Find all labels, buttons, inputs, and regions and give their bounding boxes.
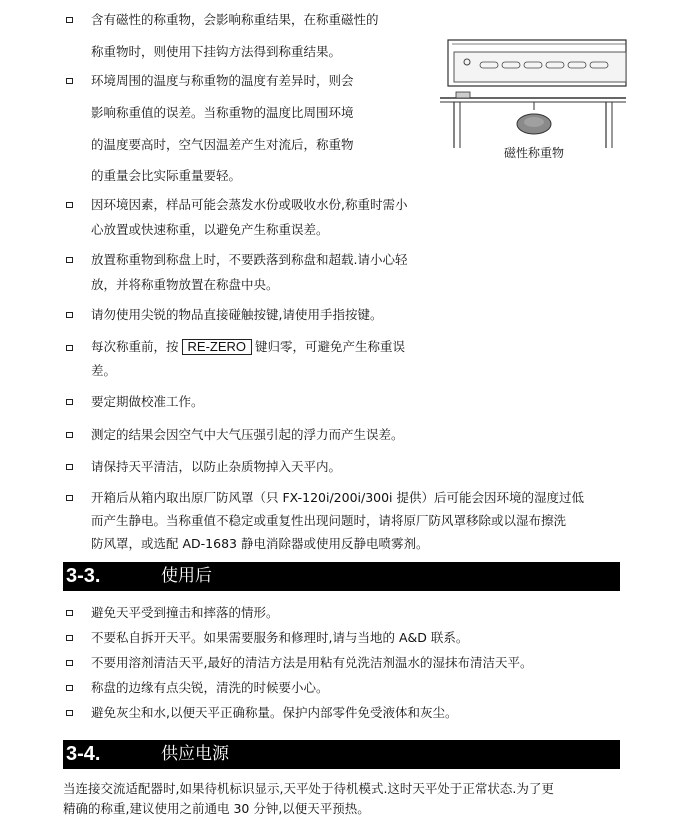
list-item: 不要用溶剂清洁天平,最好的清洁方法是用粘有兑洗洁剂温水的湿抹布清洁天平。 (91, 655, 533, 670)
figure-caption: 磁性称重物 (504, 146, 565, 160)
bullet-square (66, 257, 73, 263)
list-line (91, 339, 405, 355)
list-line: 因环境因素，样品可能会蒸发水份或吸收水份,称重时需小 (91, 197, 408, 212)
bullet-square (66, 660, 73, 666)
section-header-3-3 (63, 562, 620, 591)
bullet-square (66, 399, 73, 405)
section-number: 3-4. (66, 743, 101, 765)
list-line: 防风罩，或选配 AD-1683 静电消除器或使用反静电喷雾剂。 (91, 536, 429, 551)
list-item: 避免灰尘和水,以便天平正确称量。保护内部零件免受液体和灰尘。 (91, 705, 458, 720)
section-header-3-4 (63, 740, 620, 769)
section-title: 使用后 (161, 566, 212, 586)
list-line: 差。 (91, 363, 117, 378)
bullet-square (66, 495, 73, 501)
power-paragraph-line: 当连接交流适配器时,如果待机标识显示,天平处于待机模式.这时天平处于正常状态.为了更 (63, 781, 554, 796)
bullet-square (66, 202, 73, 208)
section-title: 供应电源 (161, 744, 229, 764)
section-number: 3-3. (66, 565, 101, 587)
list-item: 避免天平受到撞击和摔落的情形。 (91, 605, 279, 620)
bullet-square (66, 312, 73, 318)
list-item: 不要私自拆开天平。如果需要服务和修理时,请与当地的 A&D 联系。 (91, 630, 469, 645)
list-line: 影响称重值的误差。当称重物的温度比周围环境 (91, 105, 354, 120)
list-line: 称重物时，则使用下挂钩方法得到称重结果。 (91, 44, 342, 59)
list-line: 的重量会比实际重量要轻。 (91, 168, 242, 183)
list-line: 放，并将称重物放置在称盘中央。 (91, 277, 279, 292)
bullet-square (66, 635, 73, 641)
list-line: 放置称重物到称盘上时，不要跌落到称盘和超载.请小心轻 (91, 252, 408, 267)
bullet-square (66, 432, 73, 438)
list-line: 测定的结果会因空气中大气压强引起的浮力而产生误差。 (91, 427, 404, 442)
list-line: 环境周围的温度与称重物的温度有差异时，则会 (91, 73, 354, 88)
bullet-square (66, 345, 73, 351)
list-line: 请勿使用尖锐的物品直接碰触按键,请使用手指按键。 (91, 307, 383, 322)
bullet-square (66, 78, 73, 84)
rezero-text-before: 每次称重前，按 (91, 339, 179, 354)
bullet-square (66, 710, 73, 716)
bullet-square (66, 17, 73, 23)
list-line: 含有磁性的称重物，会影响称重结果，在称重磁性的 (91, 12, 379, 27)
bullet-square (66, 685, 73, 691)
list-line: 心放置或快速称重，以避免产生称重误差。 (91, 222, 329, 237)
bullet-square (66, 610, 73, 616)
list-line: 而产生静电。当称重值不稳定或重复性出现问题时，请将原厂防风罩移除或以湿布擦洗 (91, 513, 567, 528)
list-line: 的温度要高时，空气因温差产生对流后，称重物 (91, 137, 354, 152)
rezero-text-after: 键归零，可避免产生称重误 (255, 339, 406, 354)
list-item: 称盘的边缘有点尖锐，清洗的时候要小心。 (91, 680, 329, 695)
rezero-key-label: RE-ZERO (182, 339, 253, 355)
power-paragraph-line: 精确的称重,建议使用之前通电 30 分钟,以便天平预热。 (63, 801, 370, 816)
list-line: 请保持天平清洁，以防止杂质物掉入天平内。 (91, 459, 342, 474)
list-line: 要定期做校准工作。 (91, 394, 204, 409)
list-line: 开箱后从箱内取出原厂防风罩（只 FX-120i/200i/300i 提供）后可能会因环境的湿度过低 (91, 490, 585, 505)
bullet-square (66, 464, 73, 470)
